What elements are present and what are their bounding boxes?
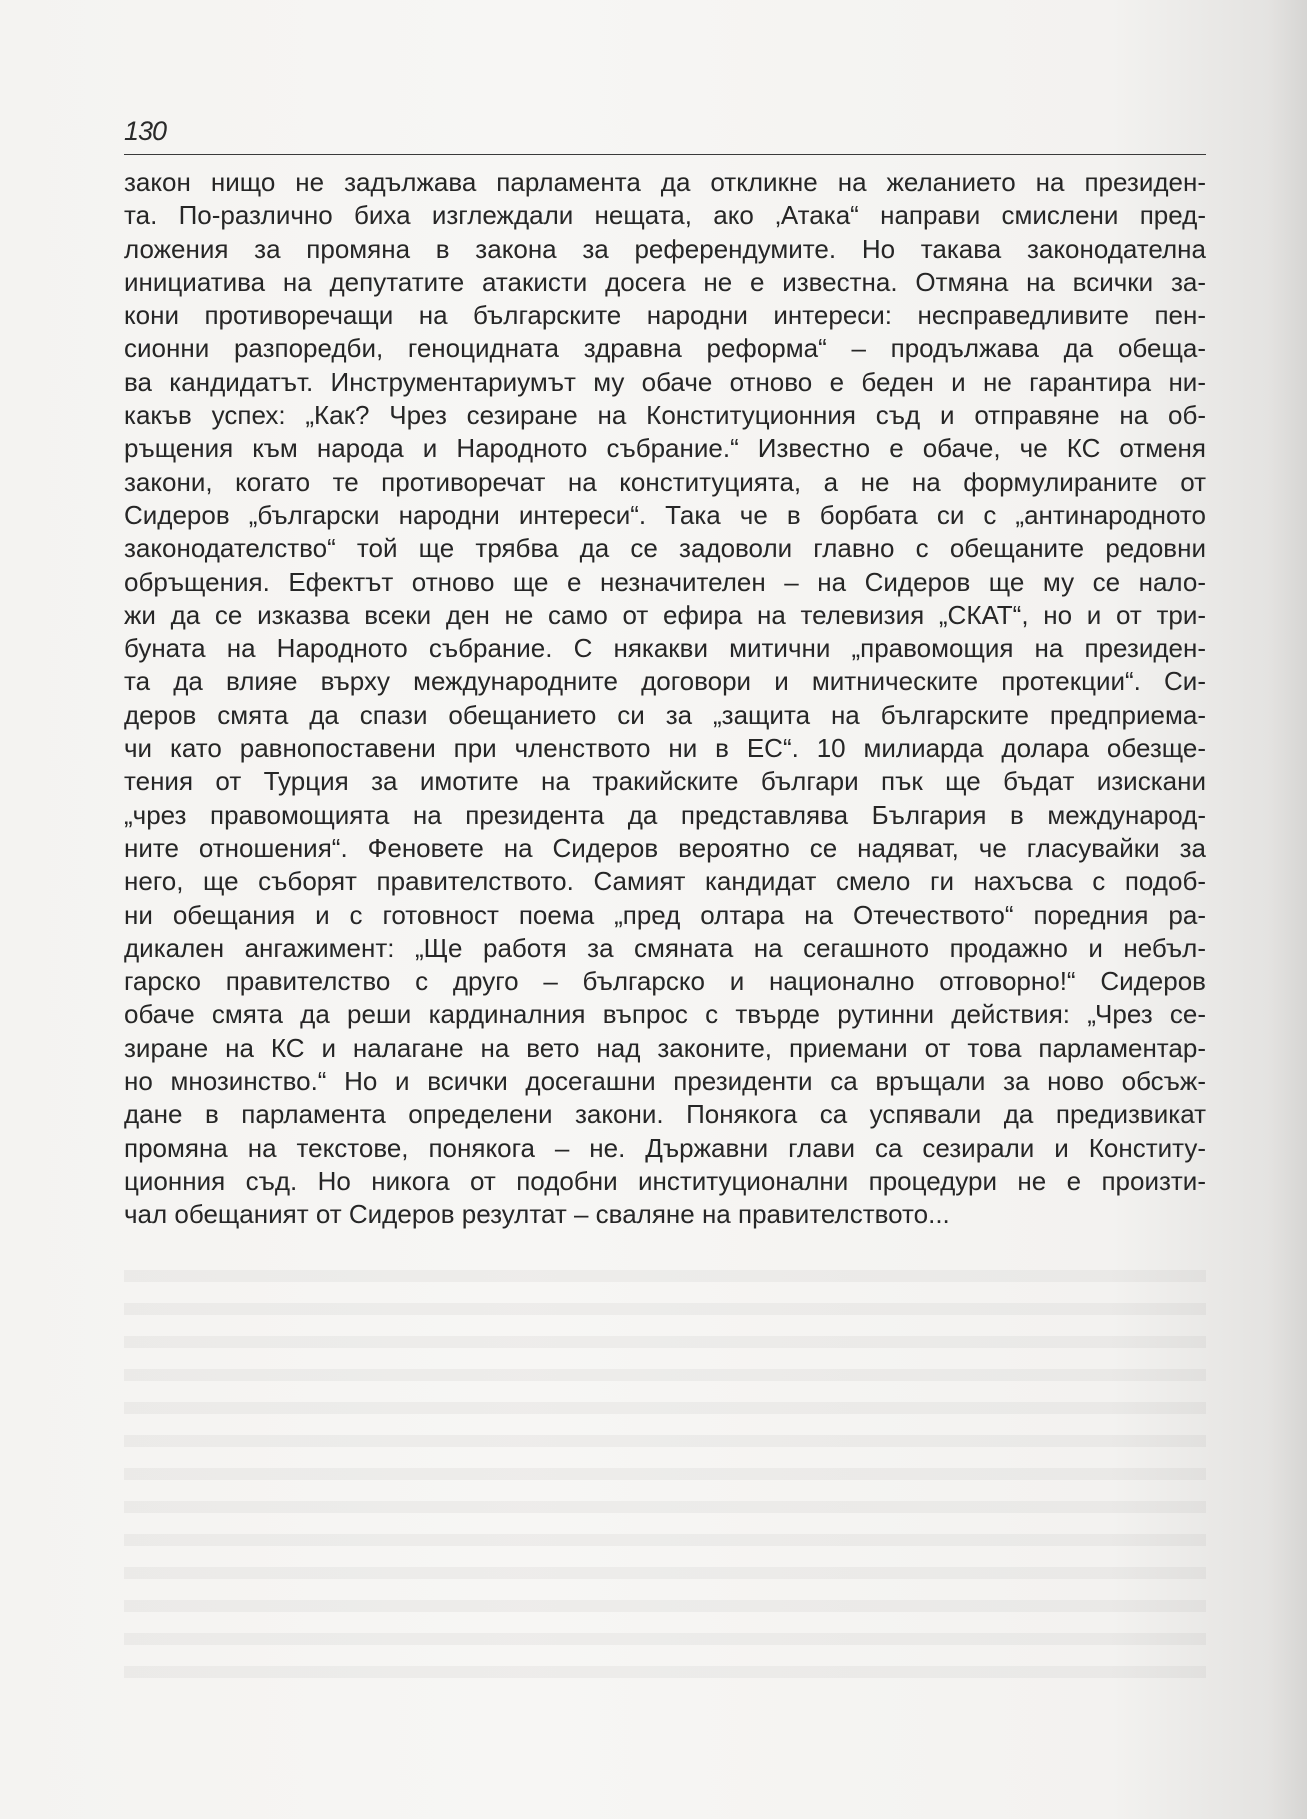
page-header <box>124 114 1206 155</box>
text-line: закони, когато те противоречат на конституцията, а не на формулираните от <box>124 466 1206 497</box>
text-line: тения от Турция за имотите на тракийските българи пък ще бъдат изискани <box>124 766 1206 797</box>
text-line: промяна на текстове, понякога – не. Държавни глави са сезирали и Конститу- <box>124 1132 1206 1163</box>
text-line: дане в парламента определени закони. Понякога са успявали да предизвикат <box>124 1099 1206 1130</box>
text-line: него, ще съборят правителството. Самият кандидат смело ги нахъсва с подоб- <box>124 866 1206 897</box>
text-line: зиране на КС и налагане на вето над законите, приемани от това парламентар- <box>124 1032 1206 1063</box>
text-line: та. По-различно биха изглеждали нещата, ако ‚Атака“ направи смислени пред- <box>124 200 1206 231</box>
text-line: какъв успех: „Как? Чрез сезиране на Конституционния съд и отправяне на об- <box>124 400 1206 431</box>
show-through-text-area <box>124 1260 1206 1690</box>
text-line: буната на Народното събрание. С някакви митични „правомощия на президен- <box>124 633 1206 664</box>
text-line: ръщения към народа и Народното събрание.“ Известно е обаче, че КС отменя <box>124 433 1206 464</box>
text-line: обръщения. Ефектът отново ще е незначителен – на Сидеров ще му се нало- <box>124 566 1206 597</box>
text-line: сионни разпоредби, геноцидната здравна реформа“ – продължава да обеща- <box>124 333 1206 364</box>
text-line: деров смята да спази обещанието си за „защита на българските предприема- <box>124 699 1206 730</box>
text-line: ните отношения“. Феновете на Сидеров вероятно се надяват, че гласувайки за <box>124 832 1206 863</box>
text-line: закон нищо не задължава парламента да откликне на желанието на президен- <box>124 167 1206 197</box>
body-text <box>124 166 1206 1232</box>
text-line: та да влияе върху международните договори и митническите протекции“. Си- <box>124 666 1206 697</box>
text-line: чал обещаният от Сидеров резултат – сваляне на правителството... <box>124 1199 950 1230</box>
text-line: ционния съд. Но никога от подобни институционални процедури не е произти- <box>124 1165 1206 1196</box>
text-line: инициатива на депутатите атакисти досега не е известна. Отмяна на всички за- <box>124 266 1206 297</box>
text-line: ложения за промяна в закона за референдумите. Но такава законодателна <box>124 233 1206 264</box>
text-line: кони противоречащи на българските народни интереси: несправедливите пен- <box>124 300 1206 331</box>
text-line: жи да се изказва всеки ден не само от ефира на телевизия „СКАТ“, но и от три- <box>124 599 1206 630</box>
text-line: Сидеров „български народни интереси“. Така че в борбата си с „антинародното <box>124 499 1206 530</box>
text-line: ни обещания и с готовност поема „пред олтара на Отечеството“ поредния ра- <box>124 899 1206 930</box>
text-line: „чрез правомощията на президента да представлява България в международ- <box>124 799 1206 830</box>
text-line: обаче смята да реши кардиналния въпрос с твърде рутинни действия: „Чрез се- <box>124 999 1206 1030</box>
text-line: чи като равнопоставени при членството ни в ЕС“. 10 милиарда долара обезще- <box>124 733 1206 764</box>
text-line: дикален ангажимент: „Ще работя за смяната на сегашното продажно и небъл- <box>124 932 1206 963</box>
text-line: но мнозинство.“ Но и всички досегашни президенти са връщали за ново обсъж- <box>124 1066 1206 1097</box>
text-line: законодателство“ той ще трябва да се задоволи главно с обещаните редовни <box>124 533 1206 564</box>
text-line: гарско правителство с друго – българско и национално отговорно!“ Сидеров <box>124 966 1206 997</box>
text-line: ва кандидатът. Инструментариумът му обаче отново е беден и не гарантира ни- <box>124 366 1206 397</box>
page-number: 130 <box>124 116 167 146</box>
